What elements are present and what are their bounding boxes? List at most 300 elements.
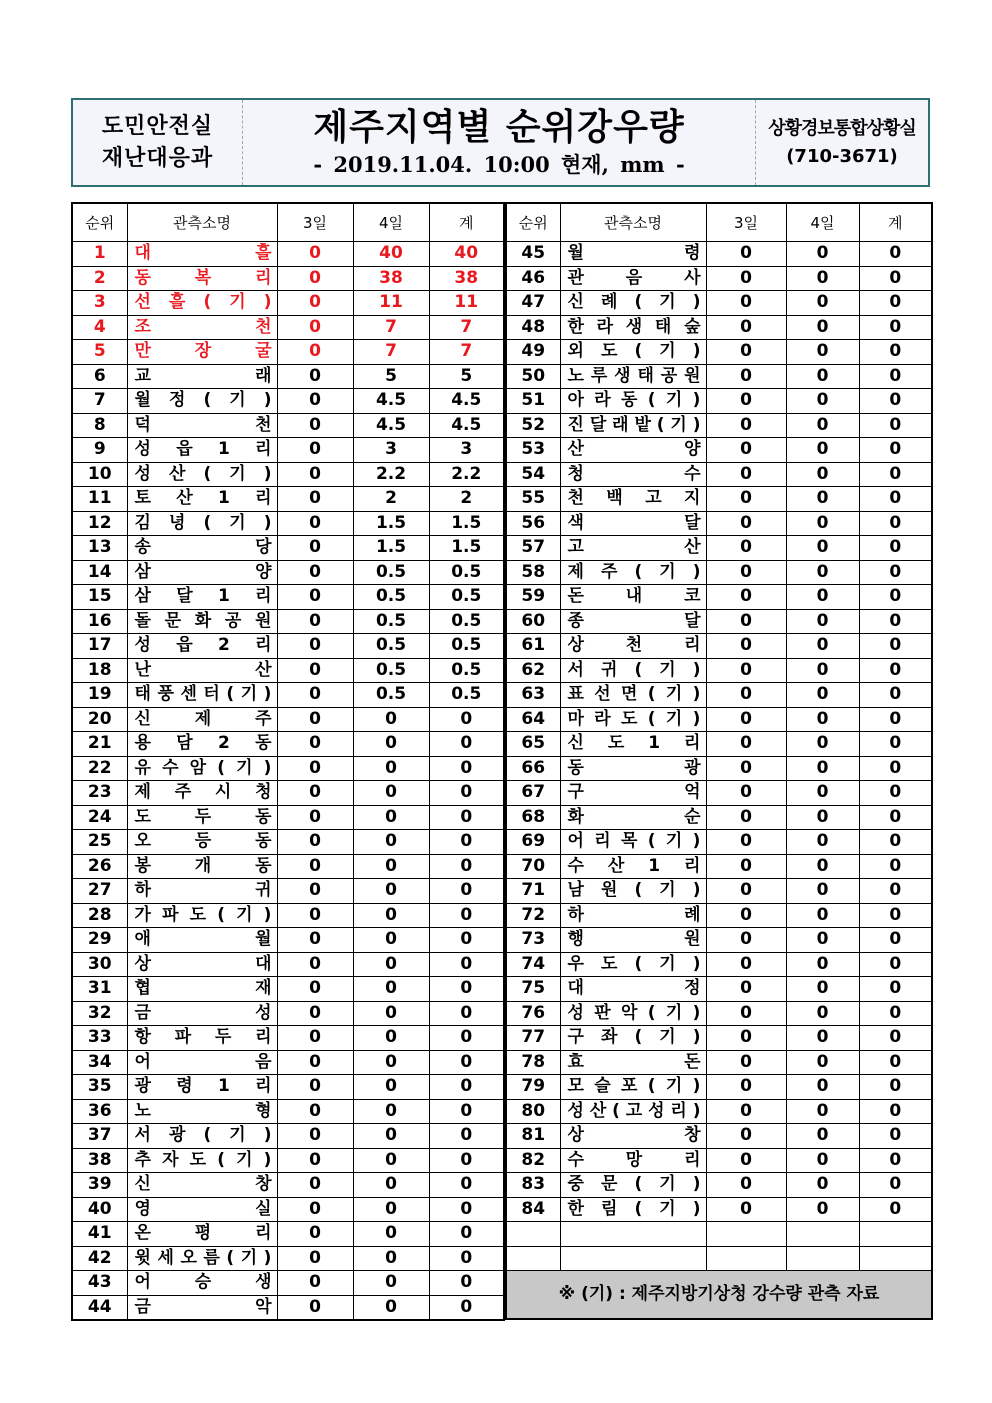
- rank-cell: 37: [72, 1124, 127, 1149]
- day4-rainfall-cell: 0.5: [353, 560, 429, 585]
- rank-cell: 9: [72, 438, 127, 463]
- station-name: 대 흘: [134, 243, 272, 264]
- day4-rainfall-cell: 0: [353, 781, 429, 806]
- total-rainfall-cell: 0: [429, 1222, 504, 1247]
- total-rainfall-cell: 0: [859, 536, 932, 561]
- station-name-cell: [127, 1148, 277, 1173]
- table-row: [506, 756, 932, 781]
- rank-cell: 34: [72, 1050, 127, 1075]
- station-name-cell: [560, 830, 706, 855]
- table-row: [72, 462, 504, 487]
- day4-rainfall-cell: 0: [353, 1173, 429, 1198]
- table-row: [72, 487, 504, 512]
- day4-rainfall-cell: 0: [353, 1050, 429, 1075]
- rank-cell: 70: [506, 854, 560, 879]
- station-name: 어 승 생: [134, 1272, 272, 1293]
- total-rainfall-cell: 0: [859, 732, 932, 757]
- day3-rainfall-cell: 0: [277, 756, 353, 781]
- total-rainfall-cell: 0: [859, 1148, 932, 1173]
- station-name: 노 루 생 태 공 원: [567, 365, 701, 386]
- day3-rainfall-cell: 0: [706, 805, 786, 830]
- station-name-cell: [560, 683, 706, 708]
- table-row: [506, 781, 932, 806]
- division-name: 재난대응과: [101, 145, 214, 171]
- rank-cell: 44: [72, 1295, 127, 1320]
- day4-rainfall-cell: 0: [353, 1197, 429, 1222]
- day3-rainfall-cell: 0: [277, 977, 353, 1002]
- station-name: 행 원: [567, 929, 701, 950]
- rank-cell: 13: [72, 536, 127, 561]
- total-rainfall-cell: 0: [429, 1295, 504, 1320]
- total-rainfall-cell: 0.5: [429, 585, 504, 610]
- station-name: 신 제 주: [134, 708, 272, 729]
- day4-rainfall-cell: 0.5: [353, 634, 429, 659]
- table-row: [72, 1197, 504, 1222]
- day4-rainfall-cell: 0: [786, 585, 859, 610]
- total-rainfall-cell: 0: [859, 781, 932, 806]
- total-rainfall-cell: 0: [429, 1173, 504, 1198]
- station-name: 하 귀: [134, 880, 272, 901]
- station-name: 추 자 도 ( 기 ): [134, 1149, 272, 1170]
- day4-rainfall-cell: 0.5: [353, 658, 429, 683]
- day3-rainfall-cell: 0: [706, 291, 786, 316]
- table-row: [72, 1050, 504, 1075]
- report-datetime: - 2019.11.04. 10:00 현재, mm -: [313, 151, 685, 177]
- day4-rainfall-cell: 0: [786, 315, 859, 340]
- station-name: 노 형: [134, 1100, 272, 1121]
- table-row: [506, 1099, 932, 1124]
- day3-rainfall-cell: 0: [706, 781, 786, 806]
- day3-rainfall-cell: 0: [706, 560, 786, 585]
- station-name: 금 성: [134, 1002, 272, 1023]
- station-name-cell: [560, 389, 706, 414]
- station-name-cell: [127, 1026, 277, 1051]
- day4-rainfall-cell: 0: [786, 1050, 859, 1075]
- table-row: [72, 364, 504, 389]
- station-name-cell: [560, 1075, 706, 1100]
- station-name: 모 슬 포 ( 기 ): [567, 1076, 701, 1097]
- empty-row: [506, 1246, 932, 1271]
- station-name: 돈 내 코: [567, 586, 701, 607]
- day3-rainfall-cell: 0: [706, 389, 786, 414]
- day3-rainfall-cell: 0: [706, 952, 786, 977]
- day3-rainfall-cell: 0: [277, 952, 353, 977]
- rank-cell: 55: [506, 487, 560, 512]
- day4-rainfall-cell: 0: [786, 389, 859, 414]
- station-name-cell: [127, 805, 277, 830]
- day3-rainfall-cell: 0: [277, 634, 353, 659]
- title-cell: [243, 100, 756, 185]
- table-row: [72, 756, 504, 781]
- table-row: [506, 903, 932, 928]
- day4-rainfall-cell: 0: [353, 707, 429, 732]
- station-name-cell: [127, 928, 277, 953]
- station-name-cell: [127, 683, 277, 708]
- table-row: [72, 291, 504, 316]
- day3-rainfall-cell: 0: [277, 781, 353, 806]
- day4-rainfall-cell: 0: [353, 977, 429, 1002]
- rank-cell: 25: [72, 830, 127, 855]
- rank-cell: 46: [506, 266, 560, 291]
- day3-rainfall-cell: 0: [277, 707, 353, 732]
- table-row: [72, 1271, 504, 1296]
- day4-rainfall-cell: 0: [353, 1001, 429, 1026]
- station-name: 유 수 암 ( 기 ): [134, 757, 272, 778]
- station-name: 색 달: [567, 512, 701, 533]
- table-row: [72, 977, 504, 1002]
- day3-rainfall-cell: 0: [706, 1148, 786, 1173]
- station-name: 구 좌 ( 기 ): [567, 1027, 701, 1048]
- table-row: [506, 830, 932, 855]
- total-rainfall-cell: 0.5: [429, 658, 504, 683]
- total-rainfall-cell: 0: [429, 854, 504, 879]
- day4-rainfall-cell: 0: [353, 732, 429, 757]
- rank-cell: 56: [506, 511, 560, 536]
- total-rainfall-cell: 0: [859, 438, 932, 463]
- station-name-cell: [127, 1075, 277, 1100]
- station-name: 제 주 ( 기 ): [567, 561, 701, 582]
- rank-cell: 8: [72, 413, 127, 438]
- day4-rainfall-cell: 5: [353, 364, 429, 389]
- table-body-left: [72, 242, 504, 1321]
- rank-cell: 78: [506, 1050, 560, 1075]
- station-name: 종 달: [567, 610, 701, 631]
- total-rainfall-cell: 0: [429, 879, 504, 904]
- phone-number: (710-3671): [786, 145, 898, 167]
- total-rainfall-cell: 0.5: [429, 560, 504, 585]
- station-name: 청 수: [567, 463, 701, 484]
- total-rainfall-cell: 0: [859, 389, 932, 414]
- day4-rainfall-cell: 0: [353, 1271, 429, 1296]
- day4-rainfall-cell: 0: [786, 707, 859, 732]
- rainfall-table-right: [505, 202, 933, 1320]
- day3-rainfall-cell: 0: [277, 1148, 353, 1173]
- station-name-cell: [127, 609, 277, 634]
- total-rainfall-cell: 0: [859, 462, 932, 487]
- station-name-cell: [127, 707, 277, 732]
- day3-rainfall-cell: 0: [706, 511, 786, 536]
- day4-rainfall-cell: 2.2: [353, 462, 429, 487]
- rank-cell: 80: [506, 1099, 560, 1124]
- rank-cell: 7: [72, 389, 127, 414]
- station-name: 표 선 면 ( 기 ): [567, 684, 701, 705]
- day3-rainfall-cell: 0: [706, 634, 786, 659]
- station-name: 난 산: [134, 659, 272, 680]
- station-name: 남 원 ( 기 ): [567, 880, 701, 901]
- table-row: [506, 266, 932, 291]
- station-name: 돌 문 화 공 원: [134, 610, 272, 631]
- day4-rainfall-cell: 0: [353, 1222, 429, 1247]
- station-name-cell: [127, 462, 277, 487]
- rank-cell: 14: [72, 560, 127, 585]
- day4-rainfall-cell: 0: [353, 879, 429, 904]
- total-rainfall-cell: 0: [859, 756, 932, 781]
- station-name-cell: [560, 1001, 706, 1026]
- rank-cell: 5: [72, 340, 127, 365]
- total-rainfall-cell: 2.2: [429, 462, 504, 487]
- table-row: [72, 658, 504, 683]
- total-rainfall-cell: 0: [859, 511, 932, 536]
- day4-rainfall-cell: 0: [353, 854, 429, 879]
- station-name: 우 도 ( 기 ): [567, 953, 701, 974]
- table-row: [506, 1148, 932, 1173]
- total-rainfall-cell: 0: [429, 1271, 504, 1296]
- day3-rainfall-cell: 0: [277, 1246, 353, 1271]
- table-row: [506, 487, 932, 512]
- table-row: [72, 1173, 504, 1198]
- total-rainfall-cell: 0: [429, 1148, 504, 1173]
- day3-rainfall-cell: 0: [706, 854, 786, 879]
- table-row: [506, 1075, 932, 1100]
- day3-rainfall-cell: 0: [706, 732, 786, 757]
- day4-rainfall-cell: 0: [786, 511, 859, 536]
- total-rainfall-cell: 0: [429, 903, 504, 928]
- station-name: 조 천: [134, 316, 272, 337]
- rank-cell: 66: [506, 756, 560, 781]
- rank-cell: 12: [72, 511, 127, 536]
- col-day3-header: 3일: [706, 203, 786, 242]
- day3-rainfall-cell: 0: [277, 879, 353, 904]
- day3-rainfall-cell: 0: [706, 683, 786, 708]
- col-station-header: 관측소명: [127, 203, 277, 242]
- total-rainfall-cell: 0: [429, 830, 504, 855]
- table-row: [506, 536, 932, 561]
- day3-rainfall-cell: 0: [277, 266, 353, 291]
- day4-rainfall-cell: 0: [786, 266, 859, 291]
- day4-rainfall-cell: 0: [786, 462, 859, 487]
- station-name-cell: [560, 291, 706, 316]
- rank-cell: 21: [72, 732, 127, 757]
- table-row: [506, 364, 932, 389]
- day4-rainfall-cell: 0: [786, 291, 859, 316]
- table-row: [72, 805, 504, 830]
- rank-cell: 2: [72, 266, 127, 291]
- day4-rainfall-cell: 0: [353, 1295, 429, 1320]
- table-row: [506, 952, 932, 977]
- rank-cell: 68: [506, 805, 560, 830]
- table-row: [506, 1050, 932, 1075]
- rank-cell: 40: [72, 1197, 127, 1222]
- station-name-cell: [127, 511, 277, 536]
- rank-cell: 47: [506, 291, 560, 316]
- total-rainfall-cell: 0: [859, 1050, 932, 1075]
- station-name-cell: [560, 413, 706, 438]
- day3-rainfall-cell: 0: [277, 487, 353, 512]
- station-name-cell: [127, 340, 277, 365]
- day3-rainfall-cell: 0: [277, 854, 353, 879]
- rank-cell: 69: [506, 830, 560, 855]
- rank-cell: 74: [506, 952, 560, 977]
- table-row: [506, 389, 932, 414]
- day4-rainfall-cell: 4.5: [353, 389, 429, 414]
- station-name-cell: [560, 560, 706, 585]
- station-name-cell: [560, 634, 706, 659]
- total-rainfall-cell: 0: [859, 683, 932, 708]
- empty-row: [506, 1222, 932, 1247]
- total-rainfall-cell: 5: [429, 364, 504, 389]
- station-name: 삼 달 1 리: [134, 586, 272, 607]
- day3-rainfall-cell: 0: [706, 462, 786, 487]
- day4-rainfall-cell: 0: [353, 830, 429, 855]
- station-name-cell: [127, 242, 277, 267]
- station-name-cell: [560, 658, 706, 683]
- station-name-cell: [560, 1148, 706, 1173]
- table-row: [72, 928, 504, 953]
- station-name-cell: [127, 879, 277, 904]
- rank-cell: 36: [72, 1099, 127, 1124]
- rank-cell: 63: [506, 683, 560, 708]
- station-name: 태 풍 센 터 ( 기 ): [134, 684, 272, 705]
- day3-rainfall-cell: 0: [277, 1295, 353, 1320]
- rank-cell: 27: [72, 879, 127, 904]
- day3-rainfall-cell: 0: [277, 805, 353, 830]
- col-day4-header: 4일: [786, 203, 859, 242]
- col-day3-header: 3일: [277, 203, 353, 242]
- table-row: [72, 266, 504, 291]
- day3-rainfall-cell: 0: [277, 462, 353, 487]
- rank-cell: 59: [506, 585, 560, 610]
- station-name: 어 음: [134, 1051, 272, 1072]
- rank-cell: 45: [506, 242, 560, 267]
- day3-rainfall-cell: 0: [706, 536, 786, 561]
- station-name-cell: [560, 1197, 706, 1222]
- day4-rainfall-cell: 0: [786, 1148, 859, 1173]
- day4-rainfall-cell: 0: [786, 1197, 859, 1222]
- table-row: [72, 1026, 504, 1051]
- day3-rainfall-cell: 0: [277, 609, 353, 634]
- table-row: [72, 340, 504, 365]
- station-name-cell: [127, 1197, 277, 1222]
- station-name-cell: [560, 707, 706, 732]
- station-name-cell: [127, 854, 277, 879]
- station-name: 성 읍 2 리: [134, 635, 272, 656]
- rank-cell: 50: [506, 364, 560, 389]
- station-name: 성 판 악 ( 기 ): [567, 1002, 701, 1023]
- total-rainfall-cell: 0: [859, 364, 932, 389]
- day4-rainfall-cell: 2: [353, 487, 429, 512]
- day3-rainfall-cell: 0: [706, 1124, 786, 1149]
- station-name: 효 돈: [567, 1051, 701, 1072]
- day3-rainfall-cell: 0: [277, 830, 353, 855]
- col-day4-header: 4일: [353, 203, 429, 242]
- total-rainfall-cell: 0: [429, 781, 504, 806]
- table-row: [72, 560, 504, 585]
- total-rainfall-cell: 0: [429, 1197, 504, 1222]
- day4-rainfall-cell: 0: [786, 413, 859, 438]
- day3-rainfall-cell: 0: [277, 585, 353, 610]
- total-rainfall-cell: 0: [859, 830, 932, 855]
- rank-cell: 76: [506, 1001, 560, 1026]
- station-name-cell: [560, 536, 706, 561]
- station-name-cell: [560, 266, 706, 291]
- total-rainfall-cell: 0: [859, 585, 932, 610]
- table-row: [72, 732, 504, 757]
- rank-cell: 35: [72, 1075, 127, 1100]
- day3-rainfall-cell: 0: [277, 511, 353, 536]
- rank-cell: 82: [506, 1148, 560, 1173]
- rank-cell: 15: [72, 585, 127, 610]
- table-header-row: [506, 203, 932, 242]
- table-row: [506, 315, 932, 340]
- day3-rainfall-cell: 0: [277, 560, 353, 585]
- col-total-header: 계: [429, 203, 504, 242]
- station-name: 서 광 ( 기 ): [134, 1125, 272, 1146]
- station-name: 상 천 리: [567, 635, 701, 656]
- table-row: [506, 1124, 932, 1149]
- table-row: [72, 634, 504, 659]
- station-name: 오 등 동: [134, 831, 272, 852]
- total-rainfall-cell: 0: [429, 1124, 504, 1149]
- table-row: [506, 413, 932, 438]
- table-row: [506, 511, 932, 536]
- total-rainfall-cell: 0: [859, 879, 932, 904]
- page-title: 제주지역별 순위강우량: [313, 106, 685, 148]
- table-row: [72, 683, 504, 708]
- total-rainfall-cell: 0: [429, 1099, 504, 1124]
- rank-cell: 41: [72, 1222, 127, 1247]
- total-rainfall-cell: 38: [429, 266, 504, 291]
- table-row: [506, 242, 932, 267]
- day3-rainfall-cell: 0: [277, 389, 353, 414]
- day4-rainfall-cell: 0: [353, 928, 429, 953]
- rank-cell: 26: [72, 854, 127, 879]
- day4-rainfall-cell: 0: [786, 781, 859, 806]
- table-row: [72, 1148, 504, 1173]
- station-name-cell: [127, 732, 277, 757]
- total-rainfall-cell: 0: [859, 487, 932, 512]
- station-name: 금 악: [134, 1296, 272, 1317]
- day4-rainfall-cell: 0: [786, 683, 859, 708]
- footnote-row: [506, 1271, 932, 1320]
- total-rainfall-cell: 0: [859, 1099, 932, 1124]
- table-row: [72, 389, 504, 414]
- station-name: 진 달 래 밭 ( 기 ): [567, 414, 701, 435]
- day3-rainfall-cell: 0: [277, 1026, 353, 1051]
- empty-cell: [706, 1246, 786, 1271]
- total-rainfall-cell: 0: [859, 242, 932, 267]
- station-name-cell: [127, 977, 277, 1002]
- empty-cell: [786, 1246, 859, 1271]
- table-row: [506, 977, 932, 1002]
- day4-rainfall-cell: 0: [786, 1173, 859, 1198]
- day4-rainfall-cell: 0: [786, 756, 859, 781]
- day4-rainfall-cell: 0: [786, 340, 859, 365]
- total-rainfall-cell: 0: [429, 756, 504, 781]
- station-name-cell: [127, 1295, 277, 1320]
- total-rainfall-cell: 4.5: [429, 413, 504, 438]
- total-rainfall-cell: 0: [429, 928, 504, 953]
- station-name-cell: [127, 1173, 277, 1198]
- rank-cell: 3: [72, 291, 127, 316]
- rank-cell: 11: [72, 487, 127, 512]
- day3-rainfall-cell: 0: [277, 928, 353, 953]
- station-name: 성 산 ( 기 ): [134, 463, 272, 484]
- day4-rainfall-cell: 4.5: [353, 413, 429, 438]
- day3-rainfall-cell: 0: [277, 1050, 353, 1075]
- total-rainfall-cell: 0: [859, 1197, 932, 1222]
- table-row: [72, 1295, 504, 1320]
- station-name-cell: [127, 903, 277, 928]
- day3-rainfall-cell: 0: [706, 1001, 786, 1026]
- station-name-cell: [560, 315, 706, 340]
- table-row: [506, 438, 932, 463]
- station-name-cell: [127, 1124, 277, 1149]
- day3-rainfall-cell: 0: [277, 903, 353, 928]
- day3-rainfall-cell: 0: [706, 658, 786, 683]
- day4-rainfall-cell: 0: [786, 487, 859, 512]
- day4-rainfall-cell: 0: [786, 560, 859, 585]
- day3-rainfall-cell: 0: [706, 1173, 786, 1198]
